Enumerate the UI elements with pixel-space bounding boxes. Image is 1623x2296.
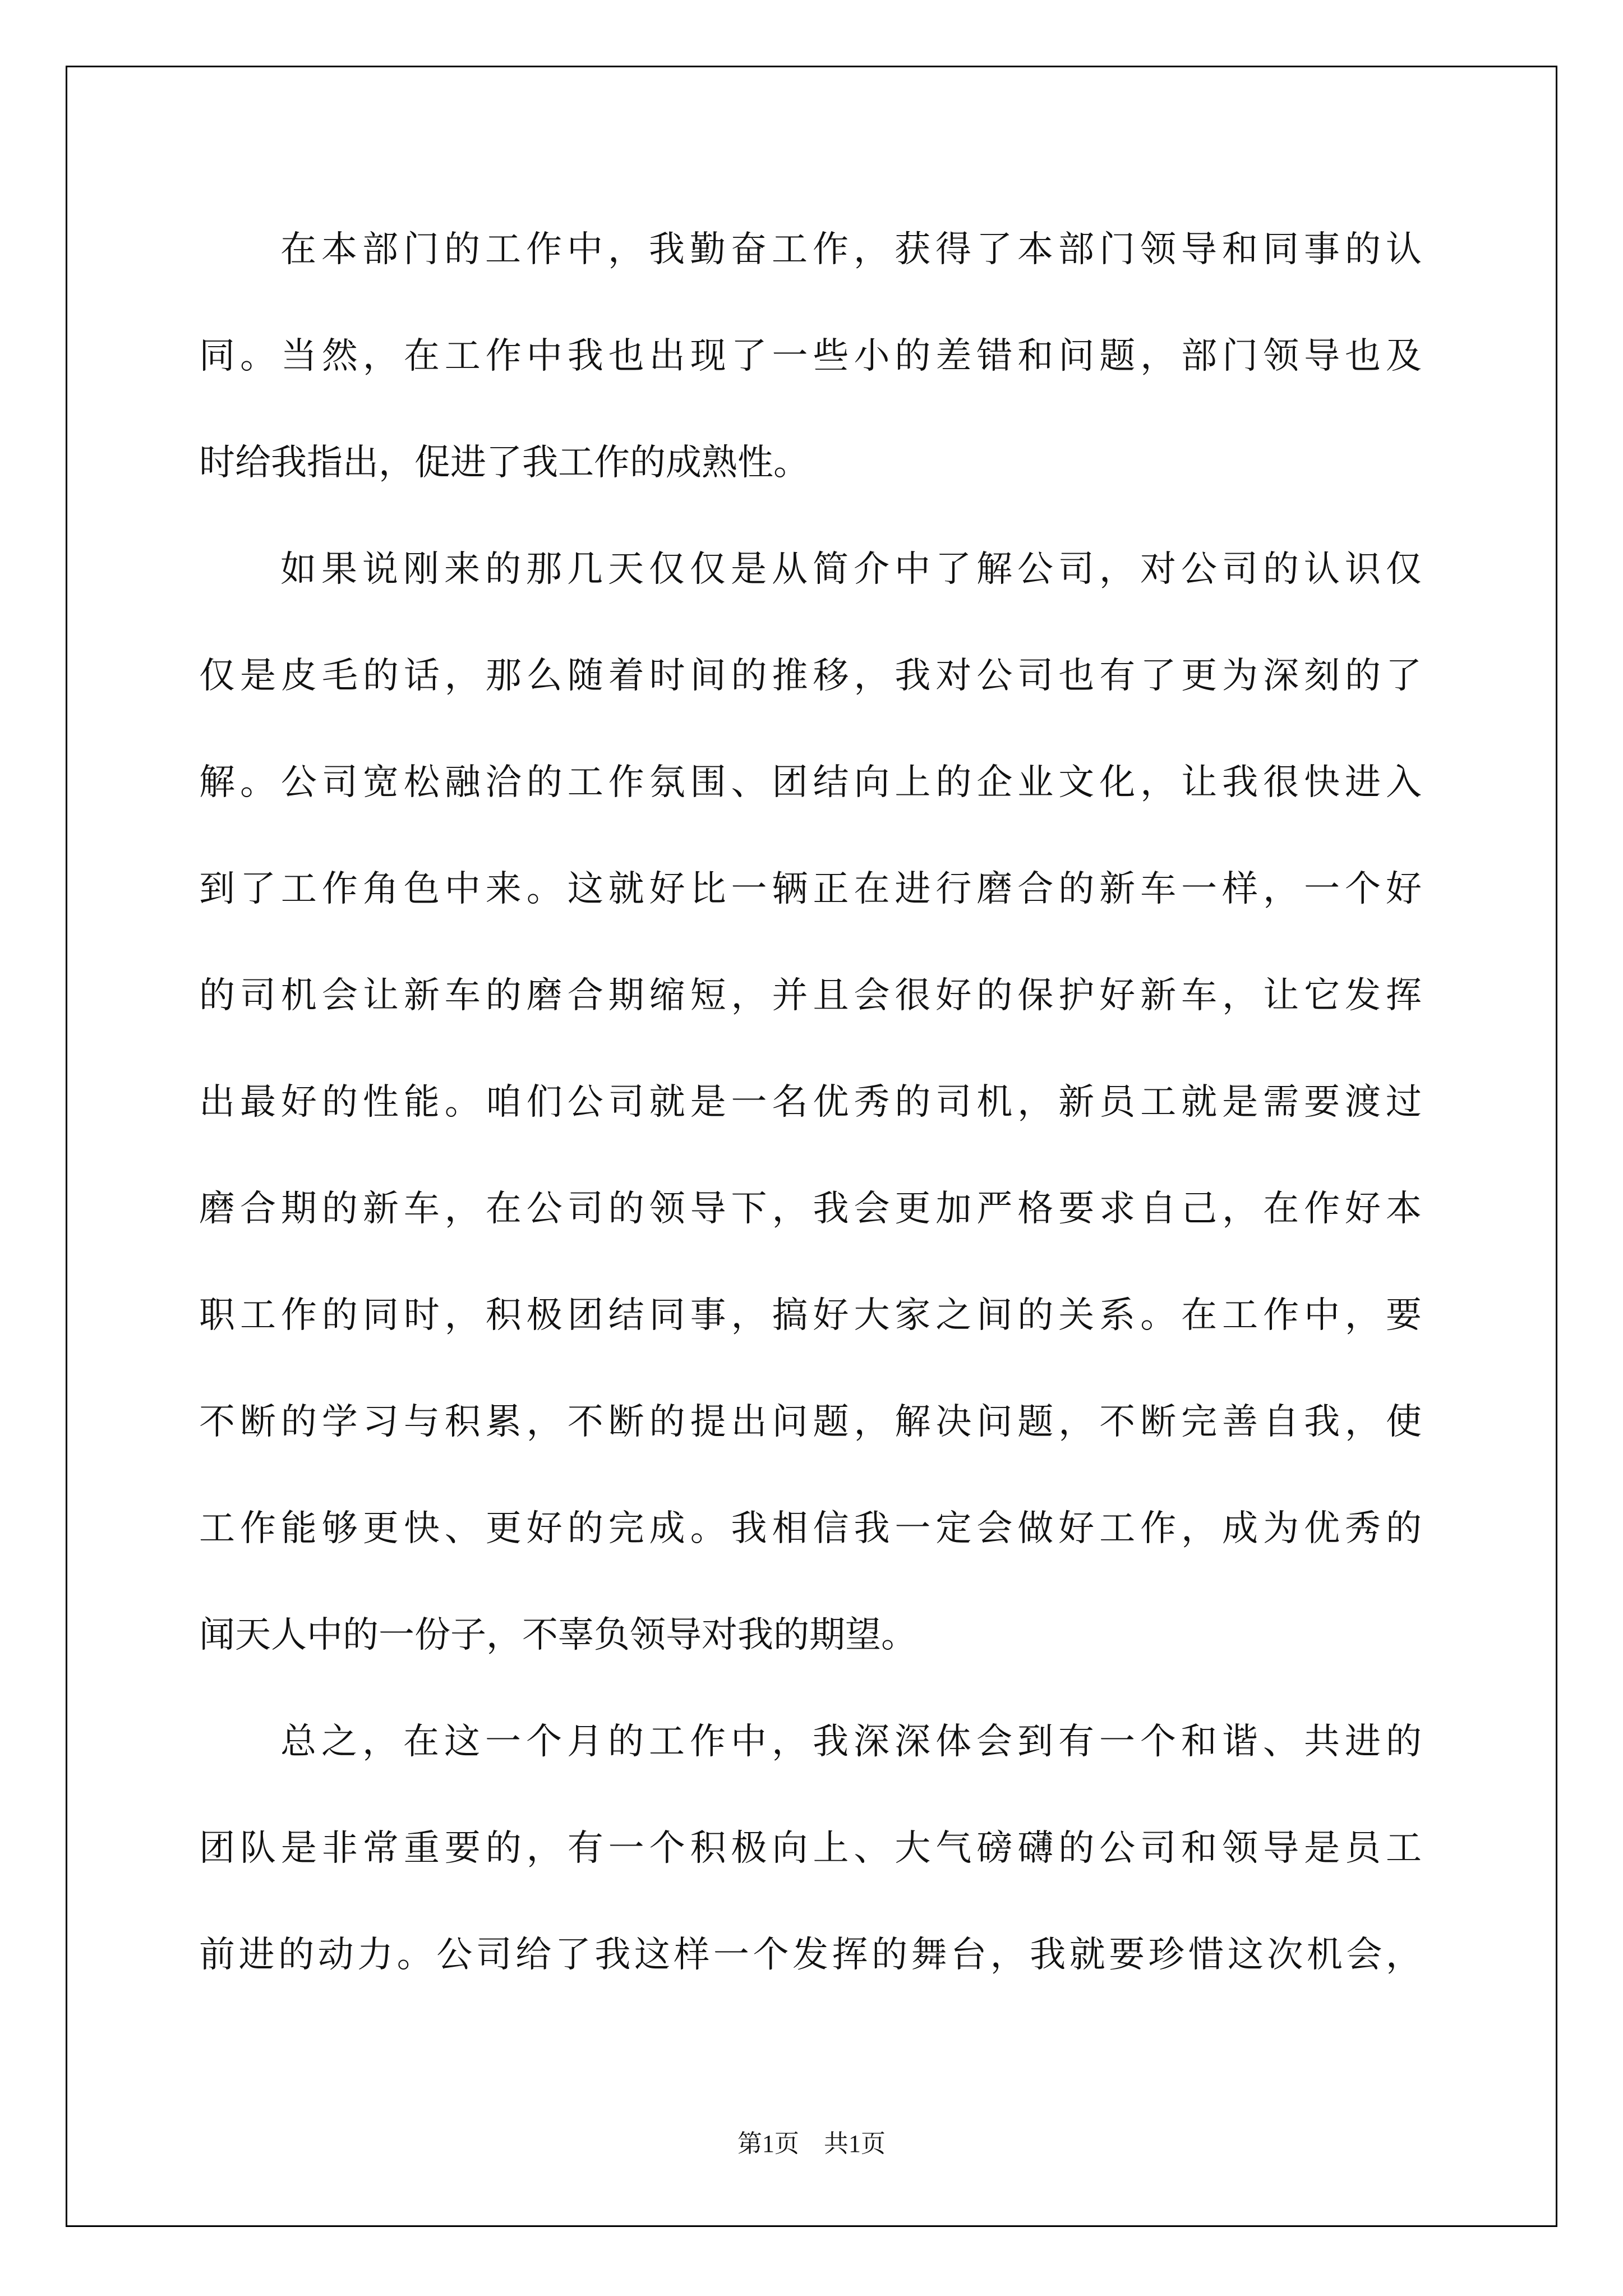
paragraph-2-line-7: 磨合期的新车，在公司的领导下，我会更加严格要求自己，在作好本 <box>199 1188 1422 1230</box>
paragraph-2-line-3: 解。公司宽松融洽的工作氛围、团结向上的企业文化，让我很快进入 <box>199 762 1422 803</box>
paragraph-2-line-4: 到了工作角色中来。这就好比一辆正在进行磨合的新车一样，一个好 <box>199 868 1422 910</box>
page-border <box>66 66 1557 2227</box>
paragraph-3-line-2: 团队是非常重要的，有一个积极向上、大气磅礴的公司和领导是员工 <box>199 1828 1422 1869</box>
paragraph-2-line-8: 职工作的同时，积极团结同事，搞好大家之间的关系。在工作中，要 <box>199 1295 1422 1336</box>
paragraph-2-line-6: 出最好的性能。咱们公司就是一名优秀的司机，新员工就是需要渡过 <box>199 1082 1422 1123</box>
paragraph-2-line-2: 仅是皮毛的话，那么随着时间的推移，我对公司也有了更为深刻的了 <box>199 655 1422 697</box>
paragraph-3-line-1: 总之，在这一个月的工作中，我深深体会到有一个和谐、共进的 <box>280 1721 1422 1763</box>
paragraph-2-line-9: 不断的学习与积累，不断的提出问题，解决问题，不断完善自我，使 <box>199 1401 1422 1443</box>
paragraph-2-line-10: 工作能够更快、更好的完成。我相信我一定会做好工作，成为优秀的 <box>199 1508 1422 1549</box>
paragraph-1-line-3: 时给我指出，促进了我工作的成熟性。 <box>199 442 809 484</box>
paragraph-2-line-5: 的司机会让新车的磨合期缩短，并且会很好的保护好新车，让它发挥 <box>199 975 1422 1016</box>
page-footer: 第1页 共1页 <box>737 2130 886 2157</box>
paragraph-1-line-1: 在本部门的工作中，我勤奋工作，获得了本部门领导和同事的认 <box>280 229 1422 270</box>
paragraph-1-line-2: 同。当然，在工作中我也出现了一些小的差错和问题，部门领导也及 <box>199 335 1422 377</box>
paragraph-2-line-11: 闻天人中的一份子，不辜负领导对我的期望。 <box>199 1614 917 1656</box>
paragraph-3-line-3: 前进的动力。公司给了我这样一个发挥的舞台，我就要珍惜这次机会， <box>199 1934 1422 1976</box>
paragraph-2-line-1: 如果说刚来的那几天仅仅是从简介中了解公司，对公司的认识仅 <box>280 549 1422 590</box>
